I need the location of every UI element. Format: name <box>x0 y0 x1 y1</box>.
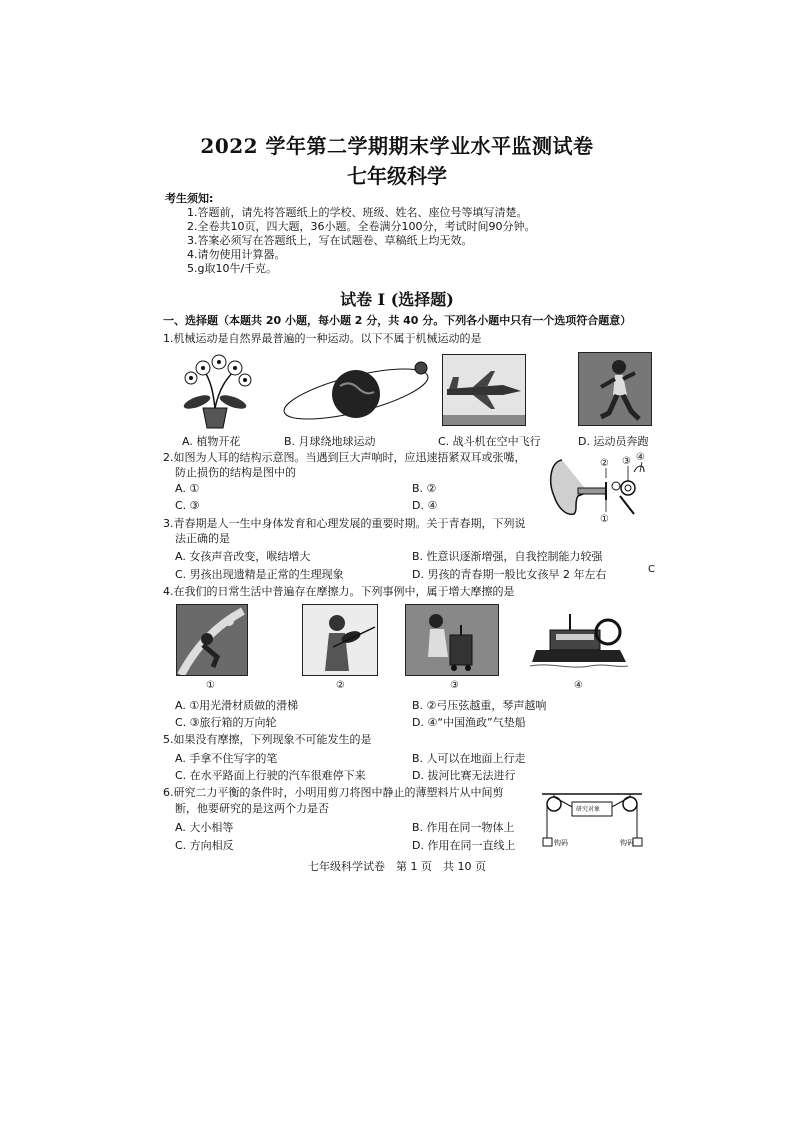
q4-caption-4: ④ <box>574 680 583 691</box>
diagram-weight-left: 钩码 <box>554 839 568 847</box>
note-item: 5.g取10牛/千克。 <box>187 262 278 275</box>
q3-option-c: C. 男孩出现遗精是正常的生理现象 <box>175 568 344 581</box>
violin-player-image <box>302 604 378 676</box>
note-item: 2.全卷共10页，四大题，36小题。全卷满分100分，考试时间90分钟。 <box>187 220 536 233</box>
q4-option-c: C. ③旅行箱的万向轮 <box>175 716 277 729</box>
hovercraft-image <box>530 604 628 674</box>
plant-flower-image <box>175 352 255 430</box>
question-6-stem-line2: 断，他要研究的是这两个力是否 <box>175 802 329 815</box>
page-footer: 七年级科学试卷 第 1 页 共 10 页 <box>308 860 486 873</box>
q5-option-d: D. 拔河比赛无法进行 <box>412 769 516 782</box>
section-instruction: 一、选择题（本题共 20 小题，每小题 2 分，共 40 分。下列各小题中只有一个选项符合题意） <box>163 314 632 327</box>
q6-option-c: C. 方向相反 <box>175 839 234 852</box>
question-6-stem-line1: 6.研究二力平衡的条件时，小明用剪刀将图中静止的薄塑料片从中间剪 <box>163 786 504 799</box>
ear-label-1: ① <box>600 514 609 525</box>
q2-option-c: C. ③ <box>175 499 200 512</box>
question-2-stem-line2: 防止损伤的结构是图中的 <box>175 466 296 479</box>
q4-caption-2: ② <box>336 680 345 691</box>
q3-option-b: B. 性意识逐渐增强，自我控制能力较强 <box>412 550 603 563</box>
suitcase-image <box>405 604 499 676</box>
fighter-jet-image <box>442 354 526 426</box>
earth-moon-orbit-image <box>280 358 432 426</box>
exam-title: 2022 学年第二学期期末学业水平监测试卷 <box>200 134 594 158</box>
note-item: 3.答案必须写在答题纸上，写在试题卷、草稿纸上均无效。 <box>187 234 473 247</box>
q4-option-a: A. ①用光滑材质做的滑梯 <box>175 699 299 712</box>
q4-caption-1: ① <box>206 680 215 691</box>
exam-subtitle: 七年级科学 <box>347 164 447 188</box>
notes-heading: 考生须知: <box>165 192 214 205</box>
margin-mark: C <box>648 564 655 575</box>
q1-option-a: A. 植物开花 <box>182 435 241 448</box>
q3-option-a: A. 女孩声音改变，喉结增大 <box>175 550 311 563</box>
candidate-notes <box>165 192 535 276</box>
q1-option-d: D. 运动员奔跑 <box>578 435 649 448</box>
slide-image <box>176 604 248 676</box>
diagram-object-label: 研究对象 <box>576 806 601 813</box>
ear-label-4: ④ <box>636 452 645 463</box>
question-2-stem-line1: 2.如图为人耳的结构示意图。当遇到巨大声响时，应迅速捂紧双耳或张嘴， <box>163 451 526 464</box>
runner-image <box>578 352 652 426</box>
q6-option-a: A. 大小相等 <box>175 821 234 834</box>
q6-option-d: D. 作用在同一直线上 <box>412 839 516 852</box>
question-5-stem: 5.如果没有摩擦，下列现象不可能发生的是 <box>163 733 372 746</box>
q6-option-b: B. 作用在同一物体上 <box>412 821 515 834</box>
ear-structure-diagram <box>548 452 652 526</box>
q2-option-b: B. ② <box>412 482 437 495</box>
diagram-weight-right: 钩码 <box>620 839 634 847</box>
note-item: 4.请勿使用计算器。 <box>187 248 286 261</box>
q4-option-b: B. ②弓压弦越重，琴声越响 <box>412 699 547 712</box>
q2-option-a: A. ① <box>175 482 200 495</box>
q1-option-b: B. 月球绕地球运动 <box>284 435 376 448</box>
q1-option-c: C. 战斗机在空中飞行 <box>438 435 541 448</box>
q2-option-d: D. ④ <box>412 499 438 512</box>
q5-option-c: C. 在水平路面上行驶的汽车很难停下来 <box>175 769 366 782</box>
question-3-stem-line2: 法正确的是 <box>175 532 230 545</box>
q4-caption-3: ③ <box>450 680 459 691</box>
note-item: 1.答题前，请先将答题纸上的学校、班级、姓名、座位号等填写清楚。 <box>187 206 528 219</box>
question-3-stem-line1: 3.青春期是人一生中身体发育和心理发展的重要时期。关于青春期，下列说 <box>163 517 526 530</box>
force-balance-diagram <box>540 790 644 850</box>
question-4-stem: 4.在我们的日常生活中普遍存在摩擦力。下列事例中，属于增大摩擦的是 <box>163 585 515 598</box>
q3-option-d: D. 男孩的青春期一般比女孩早 2 年左右 <box>412 568 607 581</box>
ear-label-2: ② <box>600 458 609 469</box>
q4-option-d: D. ④“中国渔政”气垫船 <box>412 716 526 729</box>
question-1-stem: 1.机械运动是自然界最普遍的一种运动。以下不属于机械运动的是 <box>163 332 482 345</box>
section-title: 试卷 I (选择题) <box>340 290 454 309</box>
q5-option-a: A. 手拿不住写字的笔 <box>175 752 278 765</box>
ear-label-3: ③ <box>622 456 631 467</box>
q5-option-b: B. 人可以在地面上行走 <box>412 752 526 765</box>
